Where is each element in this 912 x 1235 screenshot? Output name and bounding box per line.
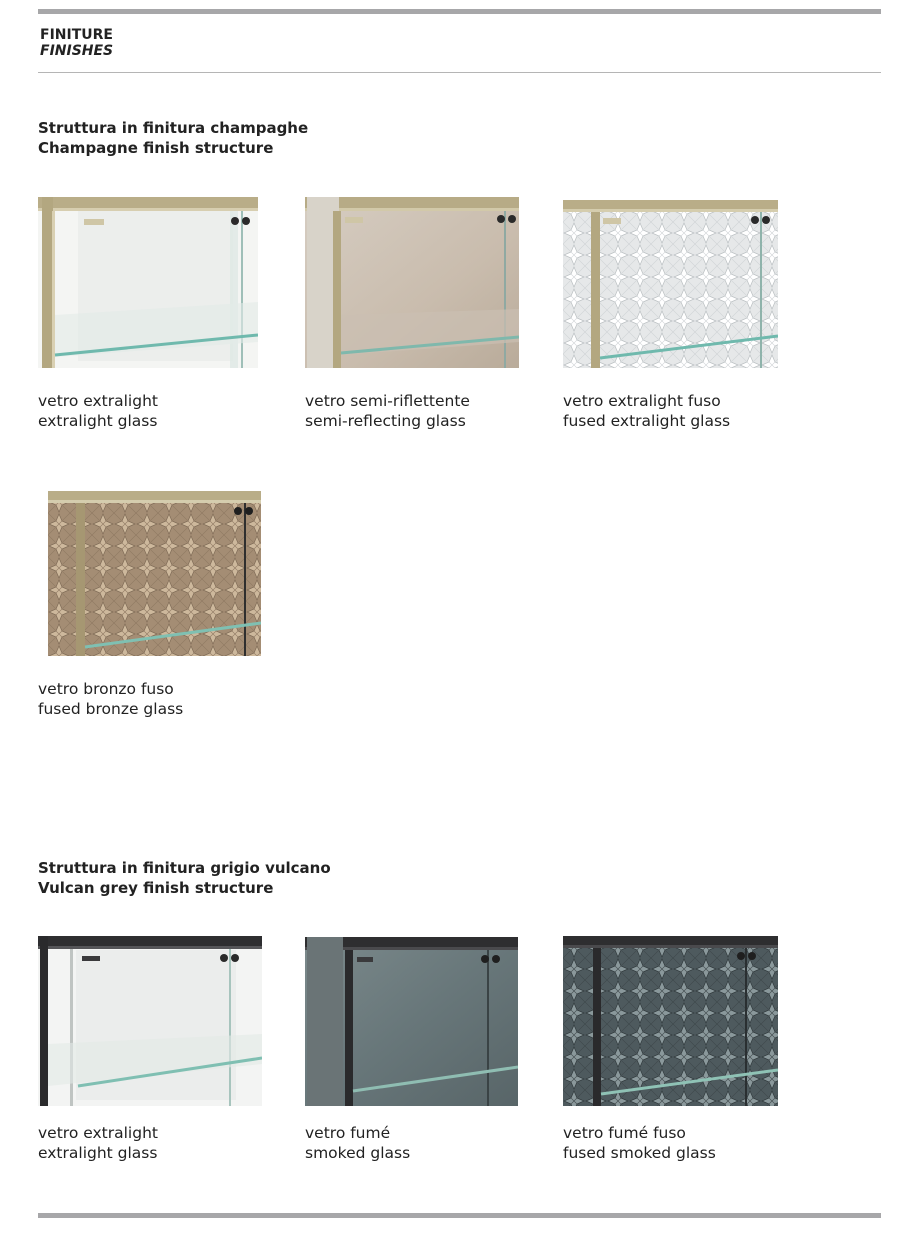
header-title-it: FINITURE — [40, 27, 113, 43]
caption-it: vetro extralight — [38, 1124, 158, 1142]
caption-en: fused bronze glass — [38, 700, 184, 718]
caption-en: smoked glass — [305, 1144, 411, 1162]
caption-en: extralight glass — [38, 412, 158, 430]
caption-it: vetro fumé — [305, 1124, 391, 1142]
caption-it: vetro extralight fuso — [563, 392, 721, 410]
caption-it: vetro extralight — [38, 392, 158, 410]
swatch-champagne-extralight — [38, 197, 258, 368]
header-title-en: FINISHES — [40, 43, 114, 59]
caption-it: vetro bronzo fuso — [38, 680, 174, 698]
caption-grey-extralight — [38, 1123, 158, 1163]
header-divider — [38, 72, 881, 73]
section-title-it: Struttura in finitura grigio vulcano — [38, 859, 331, 877]
section-title-en: Champagne finish structure — [38, 139, 274, 157]
section-title-en: Vulcan grey finish structure — [38, 879, 274, 897]
caption-en: fused smoked glass — [563, 1144, 716, 1162]
caption-it: vetro fumé fuso — [563, 1124, 686, 1142]
caption-grey-smoked — [305, 1123, 410, 1163]
caption-en: fused extralight glass — [563, 412, 731, 430]
bottom-rule — [38, 1213, 881, 1218]
swatch-grey-extralight — [38, 936, 262, 1106]
top-rule — [38, 9, 881, 14]
caption-grey-fused-smoked — [563, 1123, 716, 1163]
page-header — [40, 27, 113, 59]
caption-champagne-fused-extralight — [563, 391, 730, 431]
swatch-champagne-fused-bronze — [48, 491, 261, 656]
caption-en: extralight glass — [38, 1144, 158, 1162]
caption-champagne-fused-bronze — [38, 679, 183, 719]
section-title-vulcan-grey — [38, 858, 331, 898]
swatch-champagne-semi-reflecting — [305, 197, 519, 368]
section-title-it: Struttura in finitura champaghe — [38, 119, 309, 137]
caption-champagne-extralight — [38, 391, 158, 431]
swatch-grey-smoked — [305, 937, 518, 1106]
caption-en: semi-reflecting glass — [305, 412, 466, 430]
swatch-grey-fused-smoked — [563, 936, 778, 1106]
swatch-champagne-fused-extralight — [563, 200, 778, 368]
caption-champagne-semi-reflecting — [305, 391, 470, 431]
caption-it: vetro semi-riflettente — [305, 392, 470, 410]
section-title-champagne — [38, 118, 308, 158]
